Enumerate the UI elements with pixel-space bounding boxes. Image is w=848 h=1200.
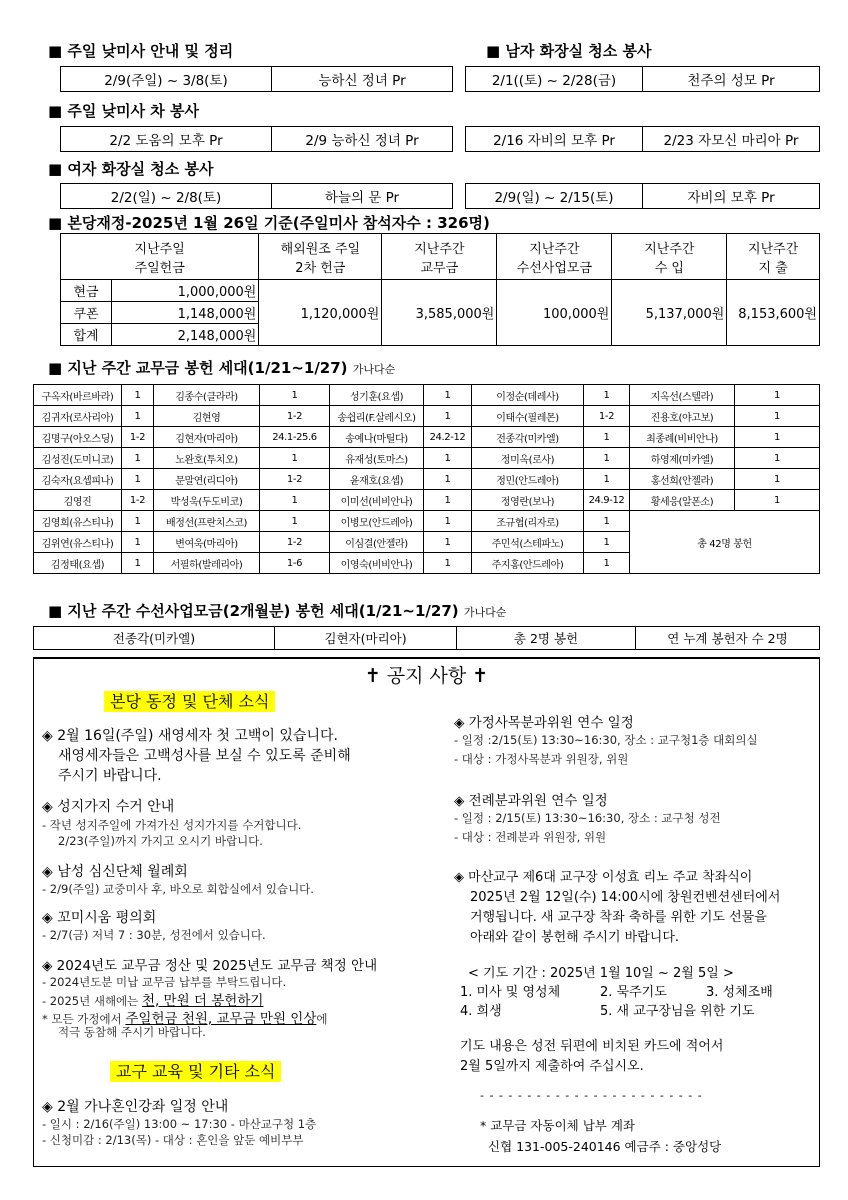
dues-months-cell: 1 bbox=[122, 385, 154, 406]
n5-line4: 적극 동참해 주시기 바랍니다. bbox=[58, 1025, 206, 1039]
prayer-item-5: 5. 새 교구장님을 위한 기도 bbox=[600, 1004, 755, 1019]
dues-name-cell: 이심결(안젤라) bbox=[330, 532, 424, 553]
dues-months-cell: 1 bbox=[260, 490, 330, 511]
dues-months-cell: 1 bbox=[122, 448, 154, 469]
fin-total-value: 2,148,000원 bbox=[112, 324, 259, 346]
dues-months-cell: 1-2 bbox=[260, 532, 330, 553]
tea-title: ■ 주일 낮미사 차 봉사 bbox=[48, 102, 199, 120]
dues-name-cell: 성기훈(요셉) bbox=[330, 385, 424, 406]
dues-name-cell: 정영란(보나) bbox=[472, 490, 584, 511]
women-toilet-table-right bbox=[465, 183, 820, 209]
dues-name-cell: 조규협(리자로) bbox=[472, 511, 584, 532]
dues-months-cell: 1 bbox=[584, 427, 630, 448]
diocese-news-label: 교구 교육 및 기타 소식 bbox=[110, 1061, 281, 1082]
table-row bbox=[34, 490, 820, 511]
table-row bbox=[34, 406, 820, 427]
dues-months-cell: 24.2-12 bbox=[424, 427, 472, 448]
dues-months-cell: 1 bbox=[260, 385, 330, 406]
prayer-note-1: 기도 내용은 성전 뒤편에 비치된 카드에 적어서 bbox=[460, 1039, 724, 1054]
r1-title: ◈ 가정사목분과위원 연수 일정 bbox=[454, 715, 634, 731]
dues-name-cell: 주지홍(안드레아) bbox=[472, 553, 584, 574]
dues-name-cell: 변여욱(마리아) bbox=[154, 532, 260, 553]
dues-title-text: ■ 지난 주간 교무금 봉헌 세대(1/21~1/27) bbox=[48, 359, 348, 377]
dues-name-cell: 김숙자(요셉피나) bbox=[34, 469, 122, 490]
dues-name-cell: 김명구(아오스딩) bbox=[34, 427, 122, 448]
parish-news-label: 본당 동정 및 단체 소식 bbox=[104, 691, 275, 712]
dues-months-cell: 1 bbox=[122, 553, 154, 574]
dues-name-cell: 홍선희(안젤라) bbox=[630, 469, 735, 490]
fin-header-4a: 지난주간 bbox=[529, 241, 580, 257]
dues-months-cell: 1 bbox=[424, 532, 472, 553]
dues-name-cell: 이병모(안드레아) bbox=[330, 511, 424, 532]
dues-name-cell: 구옥자(바르바라) bbox=[34, 385, 122, 406]
r3-line4: 아래와 같이 봉헌해 주시기 바랍니다. bbox=[470, 930, 680, 945]
dues-months-cell: 1 bbox=[424, 448, 472, 469]
dues-months-cell: 1-2 bbox=[122, 490, 154, 511]
women-toilet-period-2: 2/9(일) ~ 2/15(토) bbox=[466, 184, 643, 209]
n6-line2: - 신청미감 : 2/13(목) - 대상 : 혼인을 앞둔 예비부부 bbox=[42, 1133, 304, 1147]
n6-line1: - 일시 : 2/16(주일) 13:00 ~ 17:30 - 마산교구청 1층 bbox=[42, 1117, 317, 1131]
account-title: * 교무금 자동이체 납부 계좌 bbox=[480, 1118, 635, 1133]
dues-months-cell: 1-2 bbox=[260, 469, 330, 490]
dues-months-cell: 1 bbox=[260, 511, 330, 532]
dues-months-cell: 1 bbox=[122, 469, 154, 490]
dues-months-cell: 1 bbox=[584, 532, 630, 553]
dues-name-cell: 윤재호(요셉) bbox=[330, 469, 424, 490]
tea-cell-2: 2/9 능하신 정녀 Pr bbox=[272, 127, 453, 152]
dues-name-cell: 김귀자(로사리아) bbox=[34, 406, 122, 427]
fin-row-label-cash: 현금 bbox=[61, 280, 112, 302]
r1-line1: - 일정 :2/15(토) 13:30~16:30, 장소 : 교구청1층 대회의실 bbox=[454, 733, 758, 747]
dues-name-cell: 정미옥(로사) bbox=[472, 448, 584, 469]
dues-name-cell: 문말연(리디아) bbox=[154, 469, 260, 490]
women-toilet-period-1: 2/2(일) ~ 2/8(토) bbox=[61, 184, 272, 209]
n5-title: ◈ 2024년도 교무금 정산 및 2025년도 교무금 책정 안내 bbox=[42, 958, 378, 974]
mission-title-suffix: 가나다순 bbox=[463, 606, 507, 619]
dues-name-cell: 진용호(야고보) bbox=[630, 406, 735, 427]
dues-name-cell: 주민석(스테파노) bbox=[472, 532, 584, 553]
dues-months-cell: 1 bbox=[735, 406, 820, 427]
dues-name-cell: 최종례(비비안나) bbox=[630, 427, 735, 448]
dues-name-cell: 유재성(토마스) bbox=[330, 448, 424, 469]
dues-months-cell: 1 bbox=[584, 469, 630, 490]
dues-name-cell: 지옥선(스텔라) bbox=[630, 385, 735, 406]
men-toilet-table bbox=[465, 66, 820, 92]
r3-line2: 2025년 2월 12일(수) 14:00시에 창원컨벤션센터에서 bbox=[470, 890, 781, 905]
tea-table-right bbox=[465, 126, 820, 152]
fin-header-3a: 지난주간 bbox=[414, 241, 465, 257]
dues-months-cell: 1 bbox=[122, 511, 154, 532]
dues-months-cell: 1 bbox=[424, 511, 472, 532]
table-row bbox=[34, 448, 820, 469]
tea-cell-4: 2/23 자모신 마리아 Pr bbox=[643, 127, 820, 152]
dues-months-cell: 1 bbox=[584, 511, 630, 532]
mission-title bbox=[48, 600, 506, 621]
fin-header-2b: 2차 헌금 bbox=[295, 260, 346, 276]
fin-header-1b: 주일헌금 bbox=[134, 260, 185, 276]
dues-months-cell: 1 bbox=[260, 448, 330, 469]
fin-row-label-coupon: 쿠폰 bbox=[61, 302, 112, 324]
fin-overseas-value: 1,120,000원 bbox=[259, 280, 382, 346]
table-row bbox=[34, 427, 820, 448]
divider-dashes: - - - - - - - - - - - - - - - - - - - - - - - - bbox=[480, 1089, 703, 1102]
dues-name-cell: 김영희(유스티나) bbox=[34, 511, 122, 532]
dues-months-cell: 1 bbox=[735, 385, 820, 406]
men-toilet-title: ■ 남자 화장실 청소 봉사 bbox=[486, 42, 652, 60]
n5-line2-b: 천, 만원 더 봉헌하기 bbox=[141, 993, 264, 1009]
prayer-period: < 기도 기간 : 2025년 1월 10일 ~ 2월 5일 > bbox=[468, 966, 734, 981]
men-toilet-period: 2/1((토) ~ 2/28(금) bbox=[466, 67, 643, 92]
notice-title: ✝ 공지 사항 ✝ bbox=[364, 665, 489, 687]
mission-name-1: 전종각(미카엘) bbox=[34, 627, 275, 650]
dues-months-cell: 1 bbox=[735, 490, 820, 511]
fin-header-6b: 지 출 bbox=[758, 260, 788, 276]
women-toilet-table-left bbox=[60, 183, 453, 209]
r1-line2: - 대상 : 가정사목분과 위원장, 위원 bbox=[454, 752, 629, 766]
fin-header-5b: 수 입 bbox=[654, 260, 684, 276]
dues-table bbox=[33, 384, 820, 574]
dues-months-cell: 1 bbox=[424, 406, 472, 427]
parish-news-heading bbox=[104, 689, 275, 712]
fin-header-1a: 지난주일 bbox=[134, 241, 185, 257]
fin-header-4b: 수선사업모금 bbox=[516, 260, 593, 276]
n5-line3-b: 주일헌금 천원, 교무금 만원 인상 bbox=[125, 1011, 317, 1027]
dues-months-cell: 1 bbox=[424, 469, 472, 490]
dues-months-cell: 1 bbox=[122, 532, 154, 553]
n5-line2 bbox=[42, 989, 263, 1009]
dues-months-cell: 1 bbox=[735, 448, 820, 469]
dues-name-cell: 정민(안드레아) bbox=[472, 469, 584, 490]
n3-title: ◈ 남성 심신단체 월례회 bbox=[42, 864, 188, 880]
r3-line3: 거행됩니다. 새 교구장 착좌 축하를 위한 기도 선물을 bbox=[470, 910, 767, 925]
table-row bbox=[34, 511, 820, 532]
tea-table-left bbox=[60, 126, 453, 152]
women-toilet-group-2: 자비의 모후 Pr bbox=[643, 184, 820, 209]
prayer-item-1: 1. 미사 및 영성체 bbox=[460, 985, 561, 1000]
dues-months-cell: 1 bbox=[122, 406, 154, 427]
mission-name-2: 김현자(마리아) bbox=[275, 627, 457, 650]
account-info: 신협 131-005-240146 예금주 : 중앙성당 bbox=[488, 1139, 722, 1154]
dues-title bbox=[48, 357, 395, 378]
mass-guide-group: 능하신 정녀 Pr bbox=[272, 67, 453, 92]
n5-line1: - 2024년도분 미납 교무금 납부를 부탁드립니다. bbox=[42, 975, 287, 989]
dues-months-cell: 1 bbox=[584, 448, 630, 469]
r2-title: ◈ 전례분과위원 연수 일정 bbox=[454, 793, 608, 809]
fin-cash-value: 1,000,000원 bbox=[112, 280, 259, 302]
fin-header-2a: 해외원조 주일 bbox=[280, 241, 361, 257]
mass-guide-title: ■ 주일 낮미사 안내 및 정리 bbox=[48, 42, 234, 60]
n3-line1: - 2/9(주일) 교중미사 후, 바오로 회합실에서 있습니다. bbox=[42, 882, 314, 896]
table-row bbox=[34, 469, 820, 490]
n1-line3: 주시기 바랍니다. bbox=[58, 768, 162, 784]
dues-name-cell: 박성욱(두도비코) bbox=[154, 490, 260, 511]
dues-name-cell: 김영진 bbox=[34, 490, 122, 511]
prayer-note-2: 2월 5일까지 제출하여 주십시오. bbox=[460, 1059, 644, 1074]
dues-name-cell: 김위연(유스티나) bbox=[34, 532, 122, 553]
dues-name-cell: 송예나(마틸다) bbox=[330, 427, 424, 448]
women-toilet-title: ■ 여자 화장실 청소 봉사 bbox=[48, 160, 214, 178]
fin-coupon-value: 1,148,000원 bbox=[112, 302, 259, 324]
n6-title: ◈ 2월 가나혼인강좌 일정 안내 bbox=[42, 1099, 229, 1115]
tea-cell-1: 2/2 도움의 모후 Pr bbox=[61, 127, 272, 152]
dues-months-cell: 1 bbox=[735, 427, 820, 448]
dues-months-cell: 1 bbox=[735, 469, 820, 490]
finance-title: ■ 본당재정-2025년 1월 26일 기준(주일미사 참석자수 : 326명) bbox=[48, 214, 490, 232]
mission-cumulative: 연 누계 봉헌자 수 2명 bbox=[636, 627, 820, 650]
dues-name-cell: 이영숙(비비안나) bbox=[330, 553, 424, 574]
dues-name-cell: 이미선(비비안나) bbox=[330, 490, 424, 511]
fin-header-5a: 지난주간 bbox=[644, 241, 695, 257]
dues-name-cell: 송쉽리(F.살레시오) bbox=[330, 406, 424, 427]
dues-months-cell: 1-2 bbox=[260, 406, 330, 427]
dues-months-cell: 1 bbox=[424, 385, 472, 406]
n1-title: ◈ 2월 16일(주일) 새영세자 첫 고백이 있습니다. bbox=[42, 728, 338, 744]
dues-name-cell: 배정선(프란치스코) bbox=[154, 511, 260, 532]
dues-title-suffix: 가나다순 bbox=[352, 363, 396, 376]
dues-name-cell: 황세응(알폰소) bbox=[630, 490, 735, 511]
men-toilet-group: 천주의 성모 Pr bbox=[643, 67, 820, 92]
n4-title: ◈ 꼬미시움 평의회 bbox=[42, 910, 157, 926]
n1-line2: 새영세자들은 고백성사를 보실 수 있도록 준비해 bbox=[58, 748, 351, 764]
fin-dues-value: 3,585,000원 bbox=[382, 280, 497, 346]
fin-row-label-total: 합계 bbox=[61, 324, 112, 346]
n5-line2-a: - 2025년 새해에는 bbox=[42, 994, 142, 1008]
n5-line3-a: * 모든 가정에서 bbox=[42, 1012, 126, 1026]
mass-guide-period: 2/9(주일) ~ 3/8(토) bbox=[61, 67, 272, 92]
dues-name-cell: 서필하(발레리아) bbox=[154, 553, 260, 574]
dues-months-cell: 1 bbox=[424, 490, 472, 511]
r2-line2: - 대상 : 전례분과 위원장, 위원 bbox=[454, 830, 607, 844]
notice-box bbox=[33, 657, 820, 1167]
dues-months-cell: 24.1-25.6 bbox=[260, 427, 330, 448]
dues-months-cell: 1-2 bbox=[584, 406, 630, 427]
dues-name-cell: 김성진(도미니코) bbox=[34, 448, 122, 469]
prayer-item-3: 3. 성체조배 bbox=[706, 985, 773, 1000]
n2-line1: - 작년 성지주일에 가져가신 성지가지를 수거합니다. bbox=[42, 818, 302, 832]
finance-table bbox=[60, 233, 820, 346]
fin-expense-value: 8,153,600원 bbox=[727, 280, 820, 346]
mission-total: 총 2명 봉헌 bbox=[457, 627, 636, 650]
fin-repair-value: 100,000원 bbox=[497, 280, 612, 346]
women-toilet-group-1: 하늘의 문 Pr bbox=[272, 184, 453, 209]
dues-months-cell: 24.9-12 bbox=[584, 490, 630, 511]
dues-total-cell: 총 42명 봉헌 bbox=[630, 511, 820, 574]
n5-line3-c: 에 bbox=[316, 1012, 328, 1026]
tea-cell-3: 2/16 자비의 모후 Pr bbox=[466, 127, 643, 152]
dues-name-cell: 김현자(마리아) bbox=[154, 427, 260, 448]
fin-header-3b: 교무금 bbox=[420, 260, 459, 276]
mission-title-text: ■ 지난 주간 수선사업모금(2개월분) 봉헌 세대(1/21~1/27) bbox=[48, 602, 459, 620]
dues-name-cell: 김정태(요셉) bbox=[34, 553, 122, 574]
dues-months-cell: 1-6 bbox=[260, 553, 330, 574]
prayer-item-4: 4. 희생 bbox=[460, 1004, 502, 1019]
dues-months-cell: 1 bbox=[584, 385, 630, 406]
dues-name-cell: 전종각(미카엘) bbox=[472, 427, 584, 448]
mission-table bbox=[33, 626, 820, 650]
fin-header-6a: 지난주간 bbox=[748, 241, 799, 257]
r2-line1: - 일정 : 2/15(토) 13:30~16:30, 장소 : 교구청 성전 bbox=[454, 811, 721, 825]
n2-title: ◈ 성지가지 수거 안내 bbox=[42, 799, 175, 815]
dues-name-cell: 노완호(투치오) bbox=[154, 448, 260, 469]
prayer-item-2: 2. 묵주기도 bbox=[600, 985, 667, 1000]
r3-line1: ◈ 마산교구 제6대 교구장 이성효 리노 주교 착좌식이 bbox=[454, 870, 753, 885]
diocese-news-heading bbox=[110, 1059, 281, 1082]
n2-line2: 2/23(주일)까지 가지고 오시기 바랍니다. bbox=[58, 834, 263, 848]
dues-name-cell: 하영제(미카엘) bbox=[630, 448, 735, 469]
n4-line1: - 2/7(금) 저녁 7 : 30분, 성전에서 있습니다. bbox=[42, 928, 266, 942]
dues-name-cell: 이정순(데레사) bbox=[472, 385, 584, 406]
mass-guide-table bbox=[60, 66, 453, 92]
dues-months-cell: 1 bbox=[584, 553, 630, 574]
dues-months-cell: 1-2 bbox=[122, 427, 154, 448]
dues-months-cell: 1 bbox=[424, 553, 472, 574]
dues-name-cell: 김종수(클라라) bbox=[154, 385, 260, 406]
fin-income-value: 5,137,000원 bbox=[612, 280, 727, 346]
dues-name-cell: 이태수(필레몬) bbox=[472, 406, 584, 427]
dues-name-cell: 김현영 bbox=[154, 406, 260, 427]
table-row bbox=[34, 385, 820, 406]
